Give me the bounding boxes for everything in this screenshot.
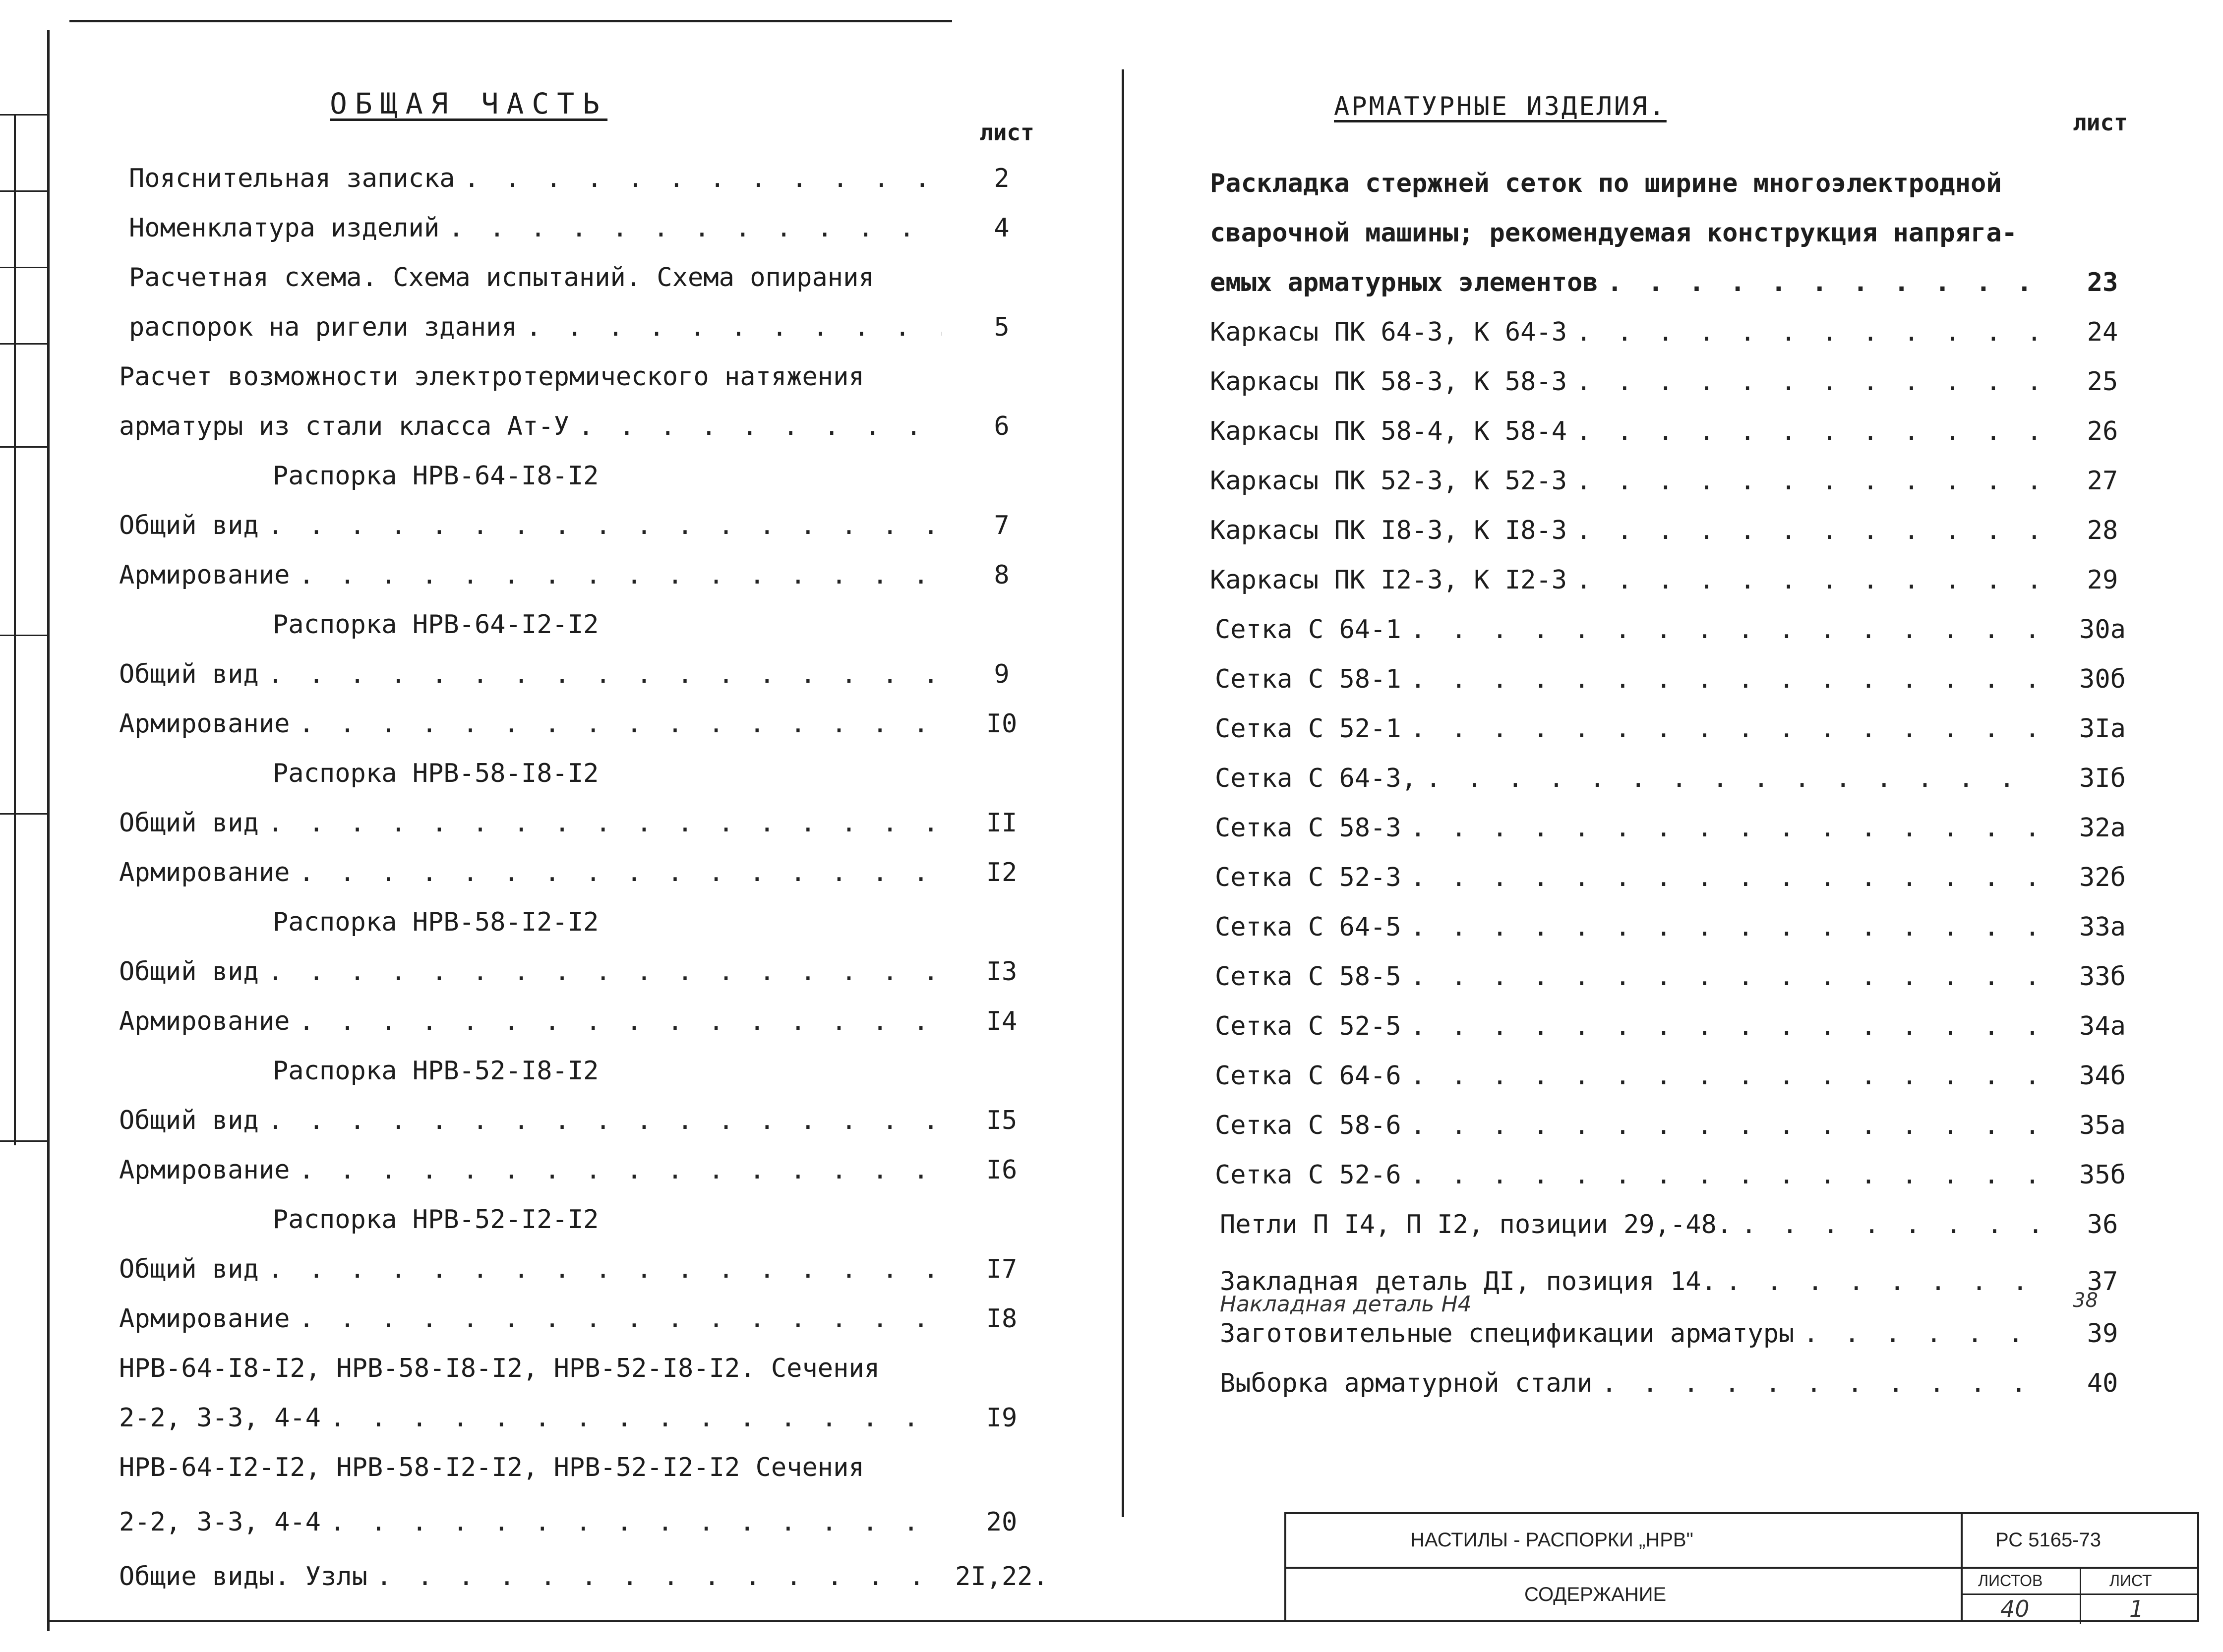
binding-strip-line [14, 114, 16, 1145]
contents-entry [1220, 1368, 2162, 1398]
contents-entry [119, 1006, 1061, 1036]
right-sheet-column-label: лист [2073, 109, 2128, 136]
entry-sheet-number: I4 [986, 1006, 1018, 1036]
dot-leader [1576, 565, 2043, 595]
entry-sheet-number: I2 [986, 858, 1018, 887]
left-border-line [47, 30, 50, 1631]
subheading: Распорка НРВ-52-I8-I2 [273, 1056, 599, 1086]
contents-entry [1215, 664, 2162, 694]
entry-title: Армирование [119, 1006, 290, 1036]
subheading: Распорка НРВ-58-I2-I2 [273, 907, 599, 937]
dot-leader [1607, 268, 2043, 297]
entry-title: Общие виды. Узлы [119, 1562, 367, 1592]
handwritten-note: Накладная деталь Н4 [1220, 1292, 1472, 1317]
entry-title: Армирование [119, 1304, 290, 1334]
entry-title: Расчетная схема. Схема испытаний. Схема опирания [129, 263, 874, 293]
entry-title: Общий вид [119, 957, 259, 987]
dot-leader [268, 957, 942, 987]
contents-entry [119, 808, 1061, 838]
subheading: Распорка НРВ-64-I2-I2 [273, 610, 599, 640]
binding-tick [0, 267, 47, 268]
entry-title: Сетка С 64-6 [1215, 1061, 1401, 1091]
binding-tick [0, 343, 47, 345]
contents-entry [119, 858, 1061, 887]
left-sheet-column-label: лист [979, 119, 1034, 146]
contents-entry [119, 1562, 1061, 1592]
dot-leader [1410, 912, 2043, 942]
dot-leader [1726, 1267, 2043, 1297]
entry-sheet-number: 30б [2079, 664, 2126, 694]
stamp-sheet-label: ЛИСТ [2109, 1572, 2152, 1590]
entry-sheet-number: 25 [2087, 367, 2118, 397]
dot-leader [1410, 1111, 2043, 1140]
contents-entry [119, 1403, 1061, 1433]
dot-leader [268, 1254, 942, 1284]
dot-leader [578, 412, 942, 441]
entry-sheet-number: 2 [994, 164, 1010, 193]
stamp-title: НАСТИЛЫ - РАСПОРКИ „НРВ" [1410, 1529, 1693, 1551]
dot-leader [1410, 863, 2043, 892]
dot-leader [330, 1403, 942, 1433]
binding-tick [0, 1140, 47, 1142]
entry-sheet-number: I0 [986, 709, 1018, 739]
contents-entry [119, 709, 1061, 739]
contents-entry [119, 1354, 1061, 1383]
dot-leader [1410, 714, 2043, 744]
contents-entry [1210, 466, 2162, 496]
top-border-line [69, 20, 952, 22]
entry-title: Пояснительная записка [129, 164, 455, 193]
entry-title: Общий вид [119, 511, 259, 540]
entry-sheet-number: 9 [994, 659, 1010, 689]
entry-sheet-number: I3 [986, 957, 1018, 987]
entry-title: Сетка С 52-6 [1215, 1160, 1401, 1190]
stamp-sheets-label: ЛИСТОВ [1978, 1572, 2043, 1590]
contents-entry [119, 412, 1061, 441]
dot-leader [268, 808, 942, 838]
dot-leader [299, 858, 942, 887]
entry-title: Сетка С 64-5 [1215, 912, 1401, 942]
dot-leader [526, 312, 942, 342]
contents-entry [119, 560, 1061, 590]
entry-title: Сетка С 58-6 [1215, 1111, 1401, 1140]
entry-sheet-number: I7 [986, 1254, 1018, 1284]
entry-title: Каркасы ПК 52-3, К 52-3 [1210, 466, 1567, 496]
entry-title: Общий вид [119, 1106, 259, 1135]
entry-sheet-number: 36 [2087, 1210, 2118, 1239]
dot-leader [299, 1304, 942, 1334]
subheading: Распорка НРВ-64-I8-I2 [273, 461, 599, 491]
entry-title: Общий вид [119, 1254, 259, 1284]
entry-sheet-number: 5 [994, 312, 1010, 342]
right-intro-line-1: Раскладка стержней сеток по ширине многоэлектродной [1210, 169, 2002, 198]
entry-sheet-number: 4 [994, 213, 1010, 243]
entry-title: 2-2, 3-3, 4-4 [119, 1403, 321, 1433]
contents-entry [1210, 565, 2162, 595]
stamp-subtitle: СОДЕРЖАНИЕ [1524, 1584, 1667, 1605]
entry-title: арматуры из стали класса Ат-У [119, 412, 569, 441]
entry-sheet-number: 2I,22. [955, 1562, 1048, 1592]
entry-sheet-number: 29 [2087, 565, 2118, 595]
dot-leader [1410, 1160, 2043, 1190]
dot-leader [376, 1562, 942, 1592]
entry-sheet-number: 28 [2087, 516, 2118, 545]
contents-entry [119, 362, 1061, 392]
contents-entry [129, 164, 1061, 193]
entry-title: Сетка С 58-3 [1215, 813, 1401, 843]
contents-entry [129, 312, 1061, 342]
entry-sheet-number: 20 [986, 1507, 1018, 1537]
dot-leader [268, 659, 942, 689]
entry-sheet-number: 35а [2079, 1111, 2126, 1140]
entry-title: Армирование [119, 560, 290, 590]
right-intro-line-2: сварочной машины; рекомендуемая конструкция напряга- [1210, 218, 2017, 248]
contents-entry [119, 1155, 1061, 1185]
dot-leader [1410, 1061, 2043, 1091]
binding-tick [0, 446, 47, 448]
dot-leader [464, 164, 942, 193]
entry-sheet-number: 40 [2087, 1368, 2118, 1398]
entry-title: НРВ-64-I2-I2, НРВ-58-I2-I2, НРВ-52-I2-I2 Сечения [119, 1453, 864, 1482]
contents-entry [1210, 516, 2162, 545]
entry-sheet-number: 8 [994, 560, 1010, 590]
contents-entry [129, 263, 1061, 293]
entry-sheet-number: 33б [2079, 962, 2126, 992]
entry-title: 2-2, 3-3, 4-4 [119, 1507, 321, 1537]
contents-entry [1215, 1160, 2162, 1190]
entry-title: Каркасы ПК 64-3, К 64-3 [1210, 317, 1567, 347]
stamp-code: РС 5165-73 [1995, 1529, 2102, 1551]
stamp-sheet-value: 1 [2129, 1595, 2144, 1622]
dot-leader [1410, 664, 2043, 694]
dot-leader [1741, 1210, 2043, 1239]
contents-entry [119, 1507, 1061, 1537]
entry-title: Армирование [119, 858, 290, 887]
dot-leader [268, 1106, 942, 1135]
dot-leader [1803, 1319, 2043, 1349]
entry-title: Сетка С 52-5 [1215, 1011, 1401, 1041]
entry-sheet-number: II [986, 808, 1018, 838]
contents-entry [1215, 813, 2162, 843]
binding-tick [0, 190, 47, 192]
contents-entry [1215, 615, 2162, 645]
subheading: Распорка НРВ-58-I8-I2 [273, 759, 599, 788]
dot-leader [1601, 1368, 2043, 1398]
entry-sheet-number: I8 [986, 1304, 1018, 1334]
entry-title: Заготовительные спецификации арматуры [1220, 1319, 1795, 1349]
entry-sheet-number: 37 [2087, 1267, 2118, 1297]
entry-title: Сетка С 52-1 [1215, 714, 1401, 744]
contents-entry [1210, 268, 2162, 297]
right-section-title: АРМАТУРНЫЕ ИЗДЕЛИЯ. [1334, 92, 1667, 121]
contents-entry [119, 1453, 1061, 1482]
contents-entry [119, 659, 1061, 689]
entry-title: Закладная деталь ДI, позиция 14. [1220, 1267, 1717, 1297]
entry-title: Каркасы ПК 58-4, К 58-4 [1210, 416, 1567, 446]
contents-entry [1210, 416, 2162, 446]
entry-sheet-number: 33а [2079, 912, 2126, 942]
dot-leader [330, 1507, 942, 1537]
entry-title: Армирование [119, 1155, 290, 1185]
entry-title: Каркасы ПК 58-3, К 58-3 [1210, 367, 1567, 397]
entry-sheet-number: I9 [986, 1403, 1018, 1433]
entry-sheet-number: 30а [2079, 615, 2126, 645]
contents-entry [1220, 1319, 2162, 1349]
left-section-title: ОБЩАЯ ЧАСТЬ [330, 87, 608, 120]
entry-title: Общий вид [119, 808, 259, 838]
title-block-stamp [1284, 1512, 2199, 1622]
entry-title: Армирование [119, 709, 290, 739]
contents-entry [119, 511, 1061, 540]
entry-title: НРВ-64-I8-I2, НРВ-58-I8-I2, НРВ-52-I8-I2. Сечения [119, 1354, 880, 1383]
contents-entry [119, 957, 1061, 987]
contents-entry [1215, 863, 2162, 892]
entry-title: Сетка С 52-3 [1215, 863, 1401, 892]
binding-tick [0, 114, 47, 116]
dot-leader [1576, 466, 2043, 496]
dot-leader [1576, 317, 2043, 347]
entry-title: Каркасы ПК I8-3, К I8-3 [1210, 516, 1567, 545]
dot-leader [1576, 367, 2043, 397]
entry-title: емых арматурных элементов [1210, 268, 1598, 297]
entry-title: Сетка С 58-5 [1215, 962, 1401, 992]
entry-sheet-number: 26 [2087, 416, 2118, 446]
entry-title: Выборка арматурной стали [1220, 1368, 1593, 1398]
entry-sheet-number: 34а [2079, 1011, 2126, 1041]
dot-leader [299, 560, 942, 590]
contents-entry [1215, 1111, 2162, 1140]
center-divider-line [1122, 69, 1124, 1517]
entry-sheet-number: 35б [2079, 1160, 2126, 1190]
dot-leader [1410, 1011, 2043, 1041]
entry-title: Общий вид [119, 659, 259, 689]
entry-title: Расчет возможности электротермического натяжения [119, 362, 864, 392]
dot-leader [299, 1006, 942, 1036]
entry-sheet-number: 34б [2079, 1061, 2126, 1091]
contents-entry [1210, 317, 2162, 347]
entry-title: распорок на ригели здания [129, 312, 517, 342]
entry-sheet-number: 3Iа [2079, 714, 2126, 744]
entry-sheet-number: 39 [2087, 1319, 2118, 1349]
contents-entry [119, 1106, 1061, 1135]
contents-entry [1215, 1061, 2162, 1091]
dot-leader [448, 213, 942, 243]
contents-entry [119, 1304, 1061, 1334]
contents-entry [1215, 714, 2162, 744]
entry-sheet-number: 27 [2087, 466, 2118, 496]
dot-leader [1410, 615, 2043, 645]
dot-leader [268, 511, 942, 540]
stamp-sheets-value: 40 [2000, 1595, 2030, 1622]
dot-leader [1410, 962, 2043, 992]
entry-title: Сетка С 64-1 [1215, 615, 1401, 645]
contents-entry [1210, 367, 2162, 397]
contents-entry [1220, 1210, 2162, 1239]
entry-title: Петли П I4, П I2, позиции 29,-48. [1220, 1210, 1733, 1239]
entry-sheet-number: 23 [2087, 268, 2118, 297]
entry-title: Сетка С 64-3, [1215, 764, 1417, 793]
subheading: Распорка НРВ-52-I2-I2 [273, 1205, 599, 1235]
contents-entry [1215, 962, 2162, 992]
dot-leader [1576, 416, 2043, 446]
dot-leader [1576, 516, 2043, 545]
entry-title: Номенклатура изделий [129, 213, 440, 243]
contents-entry [1215, 1011, 2162, 1041]
dot-leader [1426, 764, 2043, 793]
entry-title: Сетка С 58-1 [1215, 664, 1401, 694]
handwritten-note-page: 38 [2073, 1289, 2098, 1312]
dot-leader [1410, 813, 2043, 843]
contents-entry [1215, 764, 2162, 793]
dot-leader [299, 1155, 942, 1185]
entry-sheet-number: 6 [994, 412, 1010, 441]
binding-tick [0, 635, 47, 636]
entry-sheet-number: 32б [2079, 863, 2126, 892]
entry-sheet-number: I6 [986, 1155, 1018, 1185]
contents-entry [1215, 912, 2162, 942]
entry-sheet-number: 3Iб [2079, 764, 2126, 793]
dot-leader [299, 709, 942, 739]
binding-tick [0, 813, 47, 815]
contents-entry [119, 1254, 1061, 1284]
contents-entry [129, 213, 1061, 243]
entry-title: Каркасы ПК I2-3, К I2-3 [1210, 565, 1567, 595]
entry-sheet-number: 24 [2087, 317, 2118, 347]
entry-sheet-number: I5 [986, 1106, 1018, 1135]
entry-sheet-number: 7 [994, 511, 1010, 540]
entry-sheet-number: 32а [2079, 813, 2126, 843]
